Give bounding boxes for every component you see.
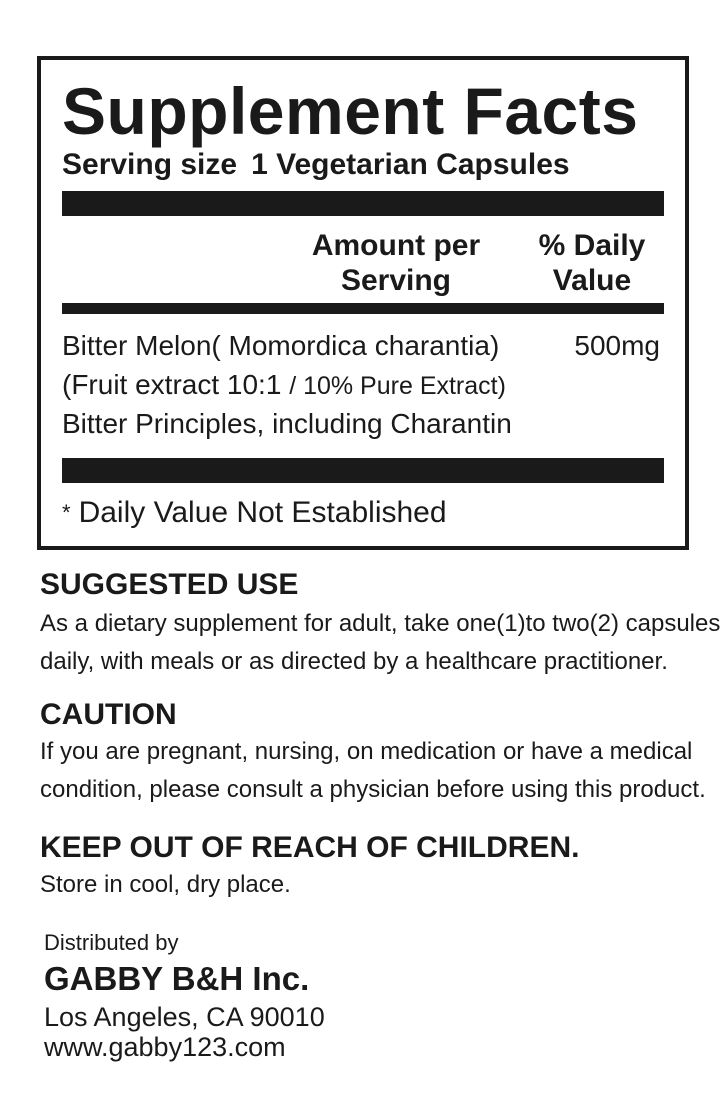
ingredient-extract-ratio: (Fruit extract 10:1 (62, 369, 282, 400)
ingredient-extract (62, 371, 506, 399)
ingredient-extract-purity: / 10% Pure Extract) (289, 372, 506, 400)
serving-value: 1 Vegetarian Capsules (251, 148, 570, 181)
facts-title: Supplement Facts (62, 74, 639, 148)
amount-header-line1: Amount per (311, 229, 481, 262)
suggested-use-title: SUGGESTED USE (40, 568, 299, 601)
serving-label: Serving size (62, 148, 238, 181)
amount-per-serving-header (296, 228, 496, 298)
divider-bar-top (62, 191, 664, 216)
footnote-text: Daily Value Not Established (78, 496, 447, 529)
caution-title: CAUTION (40, 698, 177, 731)
dv-header-line2: Value (552, 264, 632, 297)
dv-header-line1: % Daily (538, 229, 646, 262)
keep-out-title: KEEP OUT OF REACH OF CHILDREN. (40, 831, 580, 864)
caution-line1: If you are pregnant, nursing, on medication or have a medical (40, 738, 693, 765)
ingredient-principles: Bitter Principles, including Charantin (62, 408, 512, 439)
suggested-use-line2: daily, with meals or as directed by a healthcare practitioner. (40, 648, 668, 675)
company-website: www.gabby123.com (44, 1032, 286, 1062)
caution-line2: condition, please consult a physician before using this product. (40, 776, 706, 803)
storage-text: Store in cool, dry place. (40, 871, 291, 898)
suggested-use-text (40, 605, 720, 681)
company-name: GABBY B&H Inc. (44, 960, 310, 997)
supplement-facts-panel (37, 56, 689, 550)
footnote-asterisk: * (62, 500, 71, 525)
caution-text (40, 733, 706, 809)
ingredient-name: Bitter Melon( Momordica charantia) (62, 330, 500, 361)
footnote (62, 498, 447, 528)
distributed-by-label: Distributed by (44, 930, 179, 955)
amount-header-line2: Serving (340, 264, 452, 297)
suggested-use-line1: As a dietary supplement for adult, take one(1)to two(2) capsules (40, 610, 720, 637)
company-address: Los Angeles, CA 90010 (44, 1002, 325, 1032)
daily-value-header (527, 228, 657, 298)
divider-bar-bottom (62, 458, 664, 483)
divider-bar-middle (62, 303, 664, 314)
serving-size (62, 150, 570, 180)
ingredient-amount: 500mg (574, 330, 660, 361)
